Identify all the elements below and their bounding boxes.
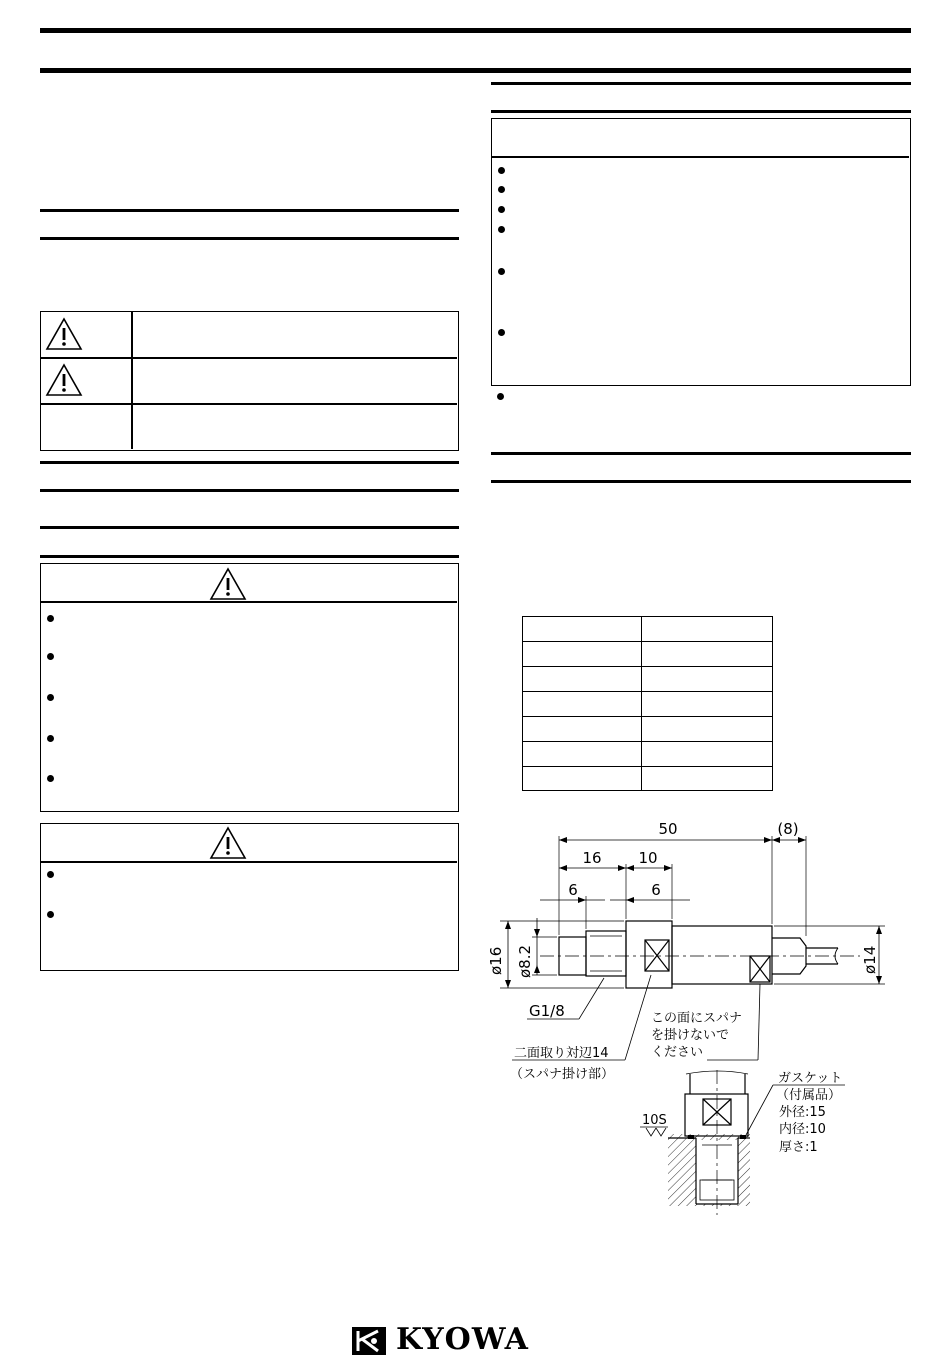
caution-header-divider	[41, 861, 457, 863]
legend-row-divider-2	[41, 403, 457, 405]
bullet-icon	[497, 393, 504, 400]
legend-col-divider	[131, 312, 133, 449]
no-wrench-note-line2: を掛けないで	[651, 1028, 730, 1043]
caution-icon	[44, 362, 84, 398]
right-section-rule-2a	[491, 452, 911, 455]
notice-box	[491, 118, 911, 386]
right-section-rule-1b	[491, 110, 911, 113]
wrench-flat-label: 二面取り対辺14	[514, 1046, 609, 1061]
symbol-legend-table	[40, 311, 459, 451]
spec-table	[522, 616, 773, 791]
bullet-icon	[498, 186, 505, 193]
dimension-drawing	[480, 810, 900, 1230]
spec-table-row-divider	[523, 666, 772, 667]
gasket-inner-dia: 内径:10	[779, 1122, 826, 1137]
bullet-icon	[47, 775, 54, 782]
surface-finish-label: 10S	[642, 1113, 667, 1128]
bullet-icon	[498, 167, 505, 174]
bullet-icon	[498, 329, 505, 336]
wrench-flat-sublabel: （スパナ掛け部）	[510, 1067, 615, 1082]
spec-table-col-divider	[641, 617, 642, 790]
dim-dia16-label: ø16	[487, 946, 505, 975]
bullet-icon	[47, 735, 54, 742]
caution-box	[40, 823, 459, 971]
warning-box	[40, 563, 459, 812]
right-section-rule-2b	[491, 480, 911, 483]
spec-table-row-divider	[523, 691, 772, 692]
left-section-rule-3a	[40, 526, 459, 529]
spec-table-row-divider	[523, 641, 772, 642]
no-wrench-note-line3: ください	[651, 1045, 704, 1060]
warning-header-divider	[41, 601, 457, 603]
bullet-icon	[498, 226, 505, 233]
dim-6a-label: 6	[568, 881, 578, 899]
dim-6b-label: 6	[651, 881, 661, 899]
header-rule-bottom	[40, 68, 911, 73]
dim-10-label: 10	[638, 849, 658, 867]
gasket-outer-dia: 外径:15	[779, 1105, 826, 1120]
gasket-accessory-label: （付属品）	[776, 1088, 842, 1103]
bullet-icon	[47, 615, 54, 622]
warning-icon	[208, 566, 248, 602]
bullet-icon	[47, 871, 54, 878]
bullet-icon	[47, 653, 54, 660]
gasket-thickness: 厚さ:1	[779, 1140, 818, 1155]
warning-icon	[44, 316, 84, 352]
left-section-rule-2b	[40, 489, 459, 492]
left-section-rule-1b	[40, 237, 459, 240]
dim-length-label: 50	[658, 820, 678, 838]
left-section-rule-2a	[40, 461, 459, 464]
right-section-rule-1a	[491, 82, 911, 85]
legend-row-divider-1	[41, 357, 457, 359]
left-section-rule-3b	[40, 555, 459, 558]
bullet-icon	[47, 911, 54, 918]
dim-dia14-label: ø14	[861, 945, 879, 974]
bullet-icon	[498, 268, 505, 275]
caution-icon	[208, 825, 248, 861]
thread-label: G1/8	[529, 1002, 565, 1020]
bullet-icon	[47, 694, 54, 701]
gasket-label: ガスケット	[778, 1071, 843, 1086]
left-section-rule-1a	[40, 209, 459, 212]
no-wrench-note-line1: この面にスパナ	[651, 1011, 743, 1026]
spec-table-row-divider	[523, 766, 772, 767]
bullet-icon	[498, 206, 505, 213]
dim-dia82-label: ø8.2	[516, 944, 534, 978]
kyowa-logo-text: KYOWA	[396, 1322, 529, 1357]
dim-cable-label: (8)	[777, 820, 799, 838]
dim-16-label: 16	[582, 849, 602, 867]
header-rule-top	[40, 28, 911, 33]
kyowa-logo	[352, 1323, 602, 1359]
kyowa-logo-mark	[352, 1327, 386, 1355]
spec-table-row-divider	[523, 741, 772, 742]
spec-table-row-divider	[523, 716, 772, 717]
notice-header-divider	[492, 156, 909, 158]
